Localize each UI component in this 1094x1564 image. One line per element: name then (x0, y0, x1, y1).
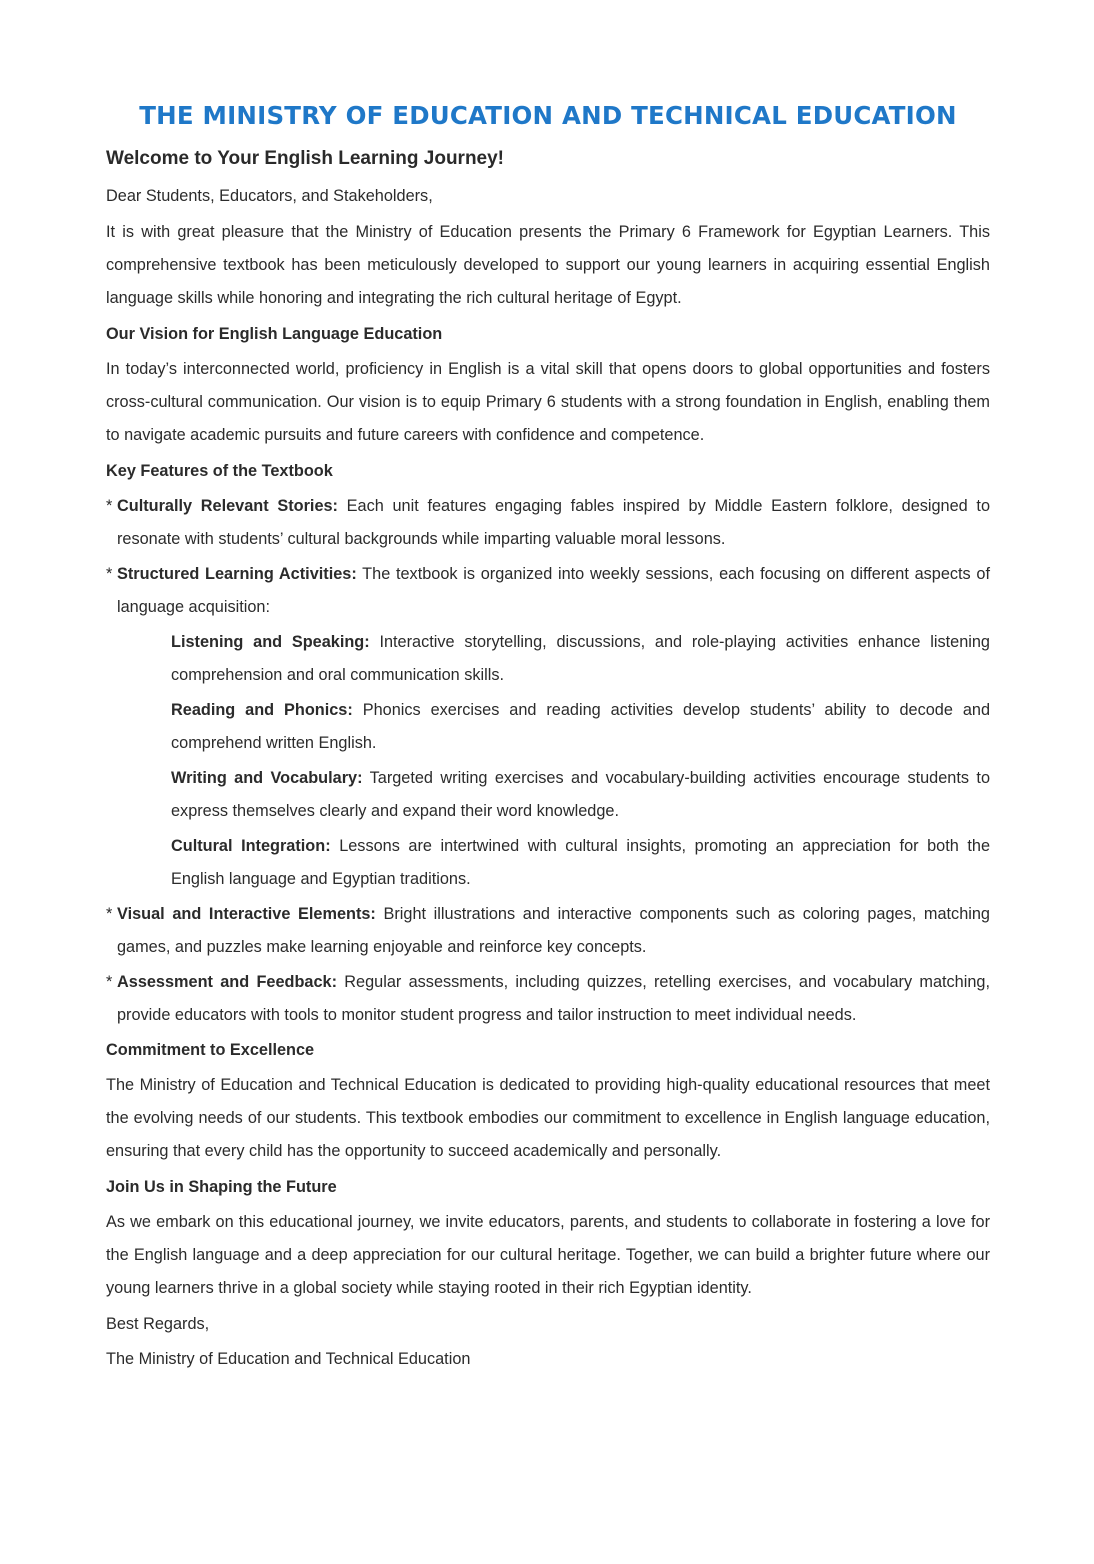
sub-feature-text: Interactive storytelling, discussions, and role-playing activities enhance listening comprehension and oral communication skills. (171, 633, 990, 684)
vision-heading: Our Vision for English Language Education (106, 325, 443, 343)
vision-paragraph: In today’s interconnected world, proficiency in English is a vital skill that opens doors to global opportunities and fosters cross-cultural communication. Our vision is to equip Primary 6 students with a strong foundation in English, enabling them to navigate academic pursuits and future careers with confidence and competence. (106, 360, 990, 444)
sub-feature-text: Targeted writing exercises and vocabulary-building activities encourage students to express themselves clearly and expand their word knowledge. (171, 769, 990, 820)
feature-label: Structured Learning Activities: (117, 565, 357, 583)
page-title: THE MINISTRY OF EDUCATION AND TECHNICAL EDUCATION (139, 101, 957, 130)
feature-text: The textbook is organized into weekly sessions, each focusing on different aspects of language acquisition: (117, 565, 991, 616)
sub-feature-cultural (106, 830, 990, 896)
bullet-marker: * (106, 973, 113, 991)
join-heading: Join Us in Shaping the Future (106, 1178, 337, 1196)
sub-feature-label: Reading and Phonics: (171, 701, 353, 719)
regards: Best Regards, (106, 1315, 210, 1333)
welcome-heading: Welcome to Your English Learning Journey! (106, 148, 505, 169)
feature-label: Culturally Relevant Stories: (117, 497, 338, 515)
sub-feature-reading (106, 694, 990, 760)
sub-feature-label: Cultural Integration: (171, 837, 331, 855)
bullet-marker: * (106, 565, 113, 583)
feature-structured (106, 558, 990, 624)
sub-feature-text: Lessons are intertwined with cultural insights, promoting an appreciation for both the English language and Egyptian traditions. (171, 837, 991, 888)
features-heading: Key Features of the Textbook (106, 462, 333, 480)
commitment-paragraph: The Ministry of Education and Technical Education is dedicated to providing high-quality educational resources that meet the evolving needs of our students. This textbook embodies our commitment to excellence in English language education, ensuring that every child has the opportunity to succeed academically and personally. (106, 1076, 990, 1160)
salutation: Dear Students, Educators, and Stakeholders, (106, 187, 433, 205)
join-paragraph: As we embark on this educational journey, we invite educators, parents, and students to collaborate in fostering a love for the English language and a deep appreciation for our cultural heritage. Together, we can build a brighter future where our young learners thrive in a global society while staying rooted in their rich Egyptian identity. (106, 1213, 990, 1297)
sub-feature-label: Writing and Vocabulary: (171, 769, 363, 787)
intro-paragraph: It is with great pleasure that the Ministry of Education presents the Primary 6 Framework for Egyptian Learners. This comprehensive textbook has been meticulously developed to support our young learners in acquiring essential English language skills while honoring and integrating the rich cultural heritage of Egypt. (106, 223, 990, 307)
feature-assessment (106, 966, 990, 1032)
sub-feature-label: Listening and Speaking: (171, 633, 370, 651)
feature-text: Bright illustrations and interactive components such as coloring pages, matching games, and puzzles make learning enjoyable and reinforce key concepts. (117, 905, 990, 956)
bullet-marker: * (106, 905, 113, 923)
feature-stories (106, 490, 990, 556)
bullet-marker: * (106, 497, 113, 515)
sub-feature-text: Phonics exercises and reading activities develop students’ ability to decode and comprehend written English. (171, 701, 990, 752)
document-page (106, 98, 990, 1378)
feature-text: Regular assessments, including quizzes, retelling exercises, and vocabulary matching, provide educators with tools to monitor student progress and tailor instruction to meet individual needs. (117, 973, 990, 1024)
feature-label: Assessment and Feedback: (117, 973, 337, 991)
feature-visual (106, 898, 990, 964)
feature-label: Visual and Interactive Elements: (117, 905, 376, 923)
signature: The Ministry of Education and Technical Education (106, 1350, 471, 1368)
feature-text: Each unit features engaging fables inspired by Middle Eastern folklore, designed to resonate with students’ cultural backgrounds while imparting valuable moral lessons. (117, 497, 991, 548)
commitment-heading: Commitment to Excellence (106, 1041, 315, 1059)
sub-feature-listening (106, 626, 990, 692)
sub-feature-writing (106, 762, 990, 828)
